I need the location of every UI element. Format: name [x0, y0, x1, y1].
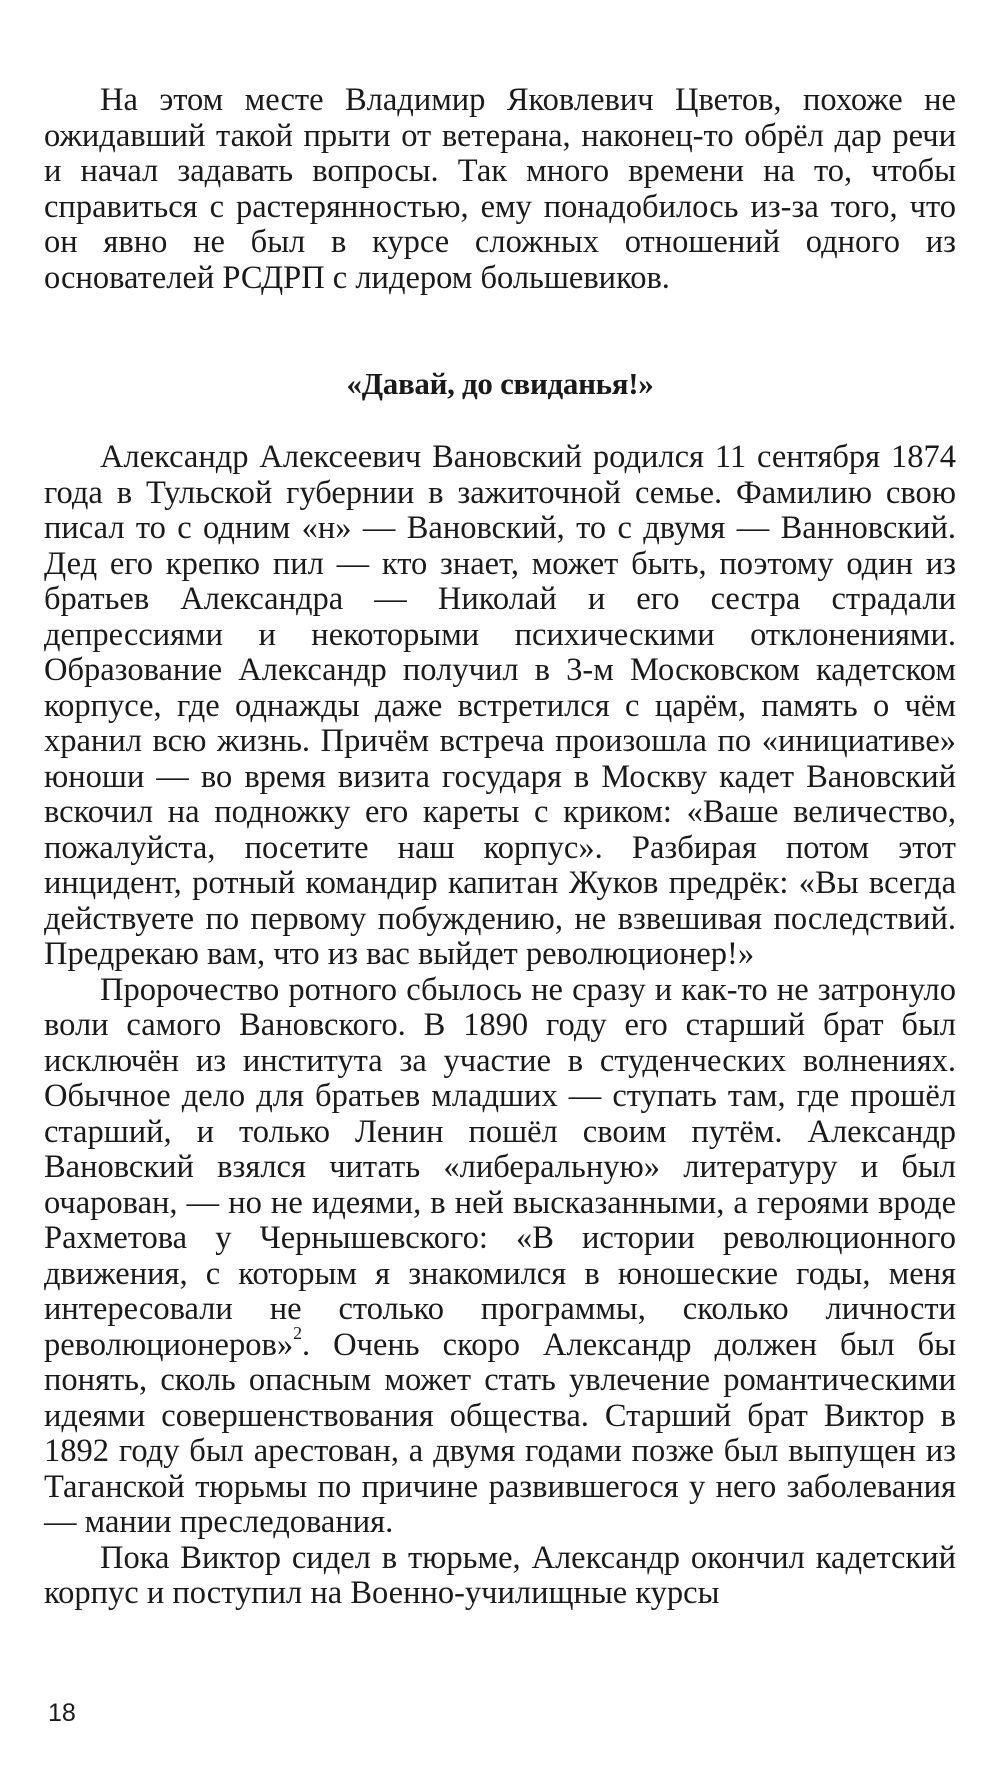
body-paragraph-2 — [44, 973, 956, 1541]
body-paragraph-1: Александр Алексеевич Вановский родился 11 сентября 1874 года в Тульской губернии в зажиточной семье. Фамилию свою писал то с одним «н» — Вановский, то с двумя — Ванновский. Дед его крепко пил — кто знает, может быть, поэтому один из братьев Александра — Николай и его сестра страдали депрессиями и некоторыми психическими отклонениями. Образование Александр получил в 3-м Московском кадетском корпусе, где однажды даже встретился с царём, память о чём хранил всю жизнь. Причём встреча произошла по «инициативе» юноши — во время визита государя в Москву кадет Вановский вскочил на подножку его кареты с криком: «Ваше величество, пожалуйста, посетите наш корпус». Разбирая потом этот инцидент, ротный командир капитан Жуков предрёк: «Вы всегда действуете по первому побуждению, не взвешивая последствий. Предрекаю вам, что из вас выйдет революционер!» — [44, 439, 956, 972]
intro-block — [44, 83, 956, 296]
page-number: 18 — [48, 1699, 76, 1727]
section-body — [44, 440, 956, 1612]
section-heading: «Давай, до свиданья!» — [346, 366, 654, 401]
footnote-marker: 2 — [293, 1322, 303, 1343]
body-paragraph-3: Пока Виктор сидел в тюрьме, Александр окончил кадетский корпус и поступил на Военно-училищные курсы — [44, 1539, 956, 1611]
body-paragraph-2-continuation: . Очень скоро Александр должен был бы понять, сколь опасным может стать увлечение романтическими идеями совершенствования общества. Старший брат Виктор в 1892 году был арестован, а двумя годами позже был выпущен из Таганской тюрьмы по причине развившегося у него заболевания — мании преследования. — [44, 1326, 956, 1540]
intro-paragraph: На этом месте Владимир Яковлевич Цветов, похоже не ожидавший такой прыти от ветерана, наконец-то обрёл дар речи и начал задавать вопросы. Так много времени на то, чтобы справиться с растерянностью, ему понадобилось из-за того, что он явно не был в курсе сложных отношений одного из основателей РСДРП с лидером большевиков. — [44, 82, 956, 296]
body-paragraph-2-text: Пророчество ротного сбылось не сразу и как-то не затронуло воли самого Вановского. В 1890 году его старший брат был исключён из института за участие в студенческих волнениях. Обычное дело для братьев младших — ступать там, где прошёл старший, и только Ленин пошёл своим путём. Александр Вановский взялся читать «либеральную» литературу и был очарован, — но не идеями, в ней высказанными, а героями вроде Рахметова у Чернышевского: «В истории революционного движения, с которым я знакомился в юношеские годы, меня интересовали не столько программы, сколько личности революционеров» — [44, 971, 956, 1363]
